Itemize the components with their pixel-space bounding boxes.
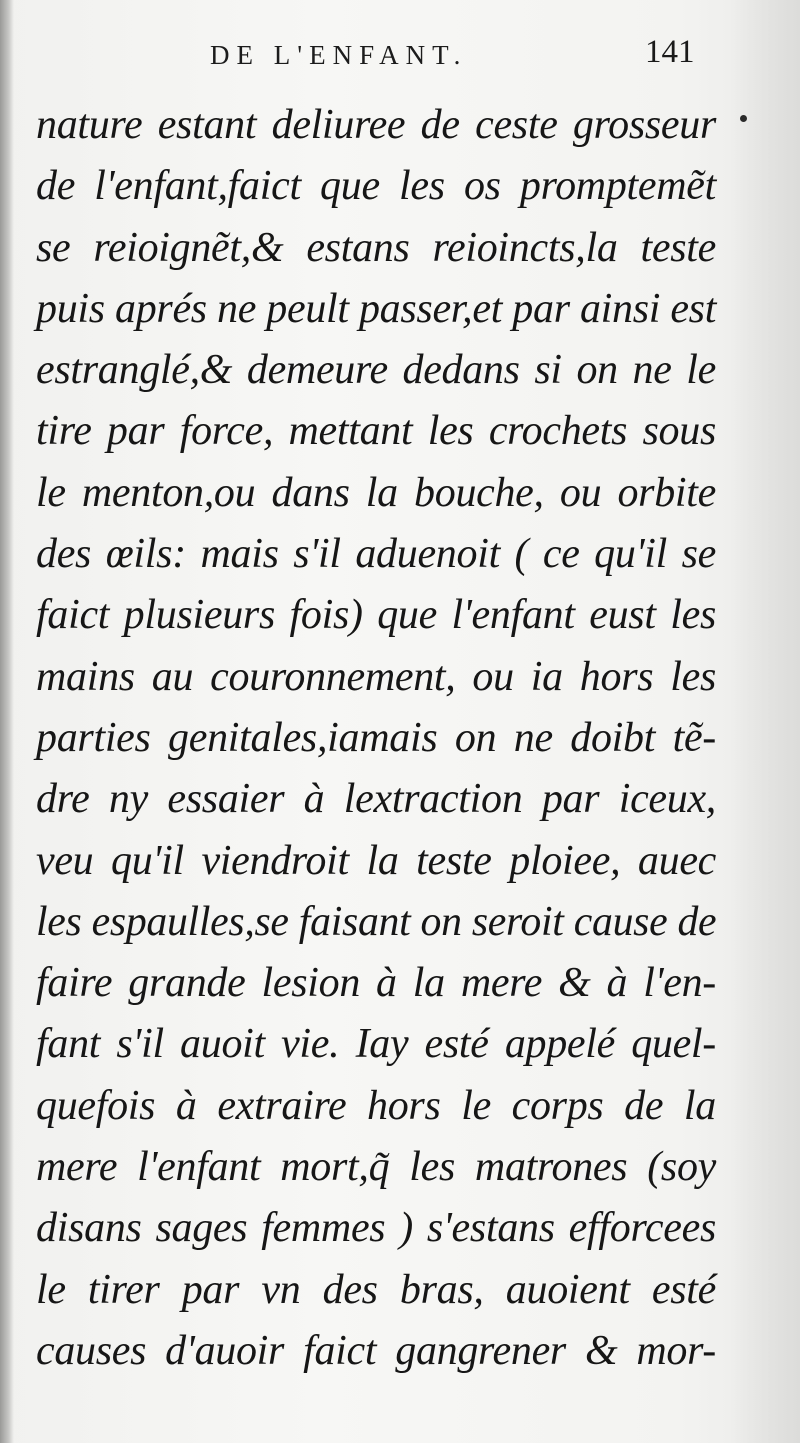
text-line: faict plusieurs fois) que l'enfant eust les xyxy=(36,592,716,639)
text-line: quefois à extraire hors le corps de la xyxy=(36,1082,716,1129)
text-line: des œils: mais s'il aduenoit ( ce qu'il se xyxy=(36,531,716,578)
text-line: estranglé,& demeure dedans si on ne le xyxy=(36,347,716,394)
text-line: parties genitales,iamais on ne doibt tẽ- xyxy=(36,714,716,761)
text-line: mere l'enfant mort,q̃ les matrones (soy xyxy=(36,1144,716,1191)
ink-spot xyxy=(740,115,747,122)
running-title: DE L'ENFANT. xyxy=(210,40,468,70)
text-line: disans sages femmes ) s'estans efforcees xyxy=(36,1205,716,1252)
text-line: veu qu'il viendroit la teste ploiee, auec xyxy=(36,837,716,884)
text-line: dre ny essaier à lextraction par iceux, xyxy=(36,776,716,823)
text-line: de l'enfant,faict que les os promptemẽt xyxy=(36,163,716,210)
page-edge-shadow xyxy=(730,0,800,1443)
text-line: nature estant deliuree de ceste grosseur xyxy=(36,102,716,148)
text-line: fant s'il auoit vie. Iay esté appelé quel- xyxy=(36,1021,716,1068)
text-line: les espaulles,se faisant on seroit cause de xyxy=(36,898,717,945)
text-line: se reioignẽt,& estans reioincts,la teste xyxy=(36,224,716,271)
text-line: causes d'auoir faict gangrener & mor- xyxy=(36,1327,716,1374)
page-number: 141 xyxy=(645,34,695,70)
text-line: le menton,ou dans la bouche, ou orbite xyxy=(36,469,716,516)
text-line: tire par force, mettant les crochets sous xyxy=(36,408,716,455)
text-line: le tirer par vn des bras, auoient esté xyxy=(36,1266,716,1313)
text-line: mains au couronnement, ou ia hors les xyxy=(36,653,716,700)
text-line: faire grande lesion à la mere & à l'en- xyxy=(36,960,716,1007)
body-text xyxy=(36,95,716,1382)
text-line: puis aprés ne peult passer,et par ainsi est xyxy=(36,285,717,332)
page-gutter-shadow xyxy=(0,0,14,1443)
